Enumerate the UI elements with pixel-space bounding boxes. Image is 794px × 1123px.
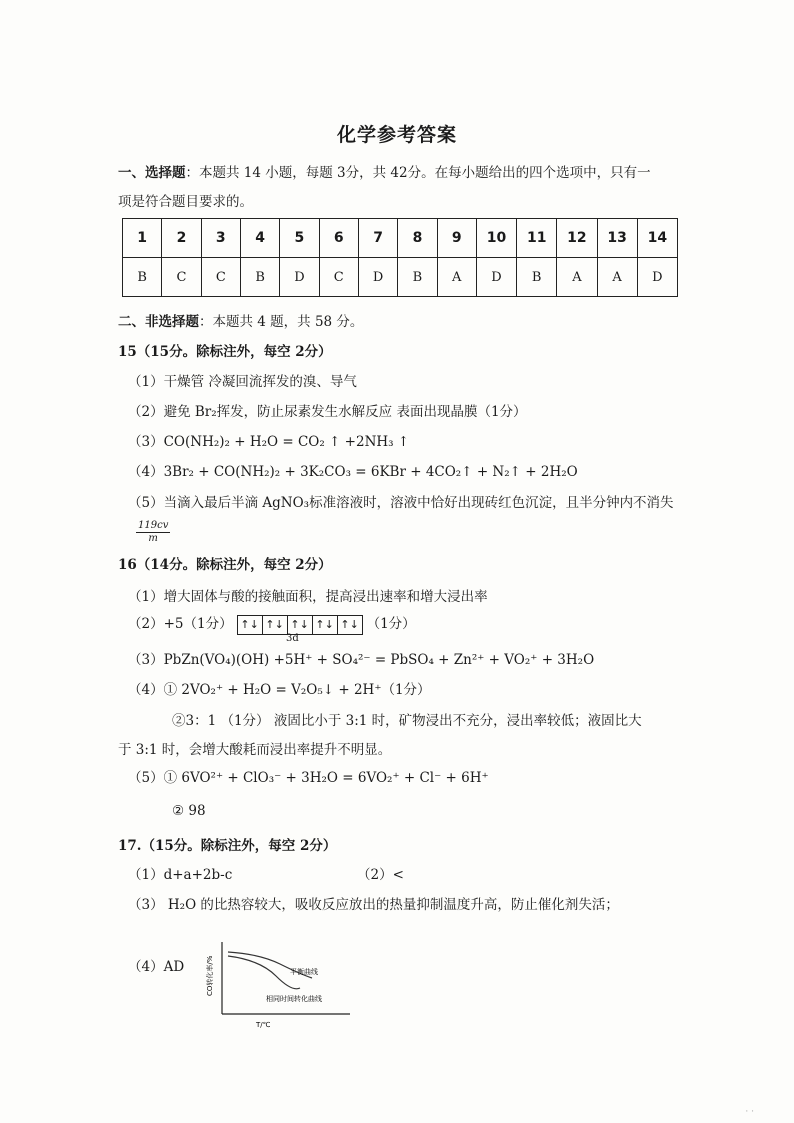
q15-answer-4: （4）3Br₂ + CO(NH₂)₂ + 3K₂CO₃ = 6KBr + 4CO₂↑ + N₂↑ + 2H₂O [128,464,578,480]
section1-desc-1: ：本题共 14 小题，每题 3分，共 42分。在每小题给出的四个选项中，只有一 [185,165,651,181]
q17-header: 17.（15分。除标注外，每空 2分） [118,838,337,854]
q17-answer-4: （4）AD [128,959,185,975]
question-number-cell: 7 [358,219,397,258]
orbital-box: ↑↓ [288,616,313,634]
answer-cell: B [517,258,557,297]
section1-desc-2: 项是符合题目要求的。 [118,194,253,210]
page-title: 化学参考答案 [336,124,457,146]
answer-cell: D [280,258,319,297]
orbital-diagram [237,615,363,635]
chart-xlabel: T/℃ [256,1021,271,1029]
fraction-denominator: m [148,533,158,544]
section2-label: 二、非选择题 [118,314,199,330]
q16-answer-2-prefix: （2）+5（1分） [128,616,233,632]
q16-header: 16（14分。除标注外，每空 2分） [118,557,332,573]
orbital-box: ↑↓ [263,616,288,634]
section1-intro [118,163,651,183]
section2-intro [118,312,363,332]
answer-cell: B [398,258,437,297]
q15-header: 15（15分。除标注外，每空 2分） [118,344,332,360]
answer-table-number-row [123,219,678,258]
question-number-cell: 12 [557,219,597,258]
fraction-numerator: 119cv [138,520,169,531]
q15-fraction [136,520,170,545]
q17-answer-1: （1）d+a+2b-c [128,867,233,883]
question-number-cell: 13 [597,219,637,258]
q16-answer-4-2: ②3：1 （1分） 液固比小于 3:1 时，矿物浸出不充分，浸出率较低；液固比大 [172,713,642,729]
section1-label: 一、选择题 [118,165,186,181]
q16-answer-3: （3）PbZn(VO₄)(OH) +5H⁺ + SO₄²⁻ = PbSO₄ + Zn²⁺ + VO₂⁺ + 3H₂O [128,652,595,668]
q16-answer-2-suffix: （1分） [366,616,416,632]
q15-answer-1: （1）干燥管 冷凝回流挥发的溴、导气 [128,374,357,390]
question-number-cell: 1 [123,219,162,258]
question-number-cell: 3 [201,219,240,258]
question-number-cell: 10 [476,219,516,258]
answer-cell: D [476,258,516,297]
question-number-cell: 6 [319,219,358,258]
q15-answer-3: （3）CO(NH₂)₂ + H₂O = CO₂ ↑ +2NH₃ ↑ [128,434,410,450]
answer-cell: C [162,258,201,297]
answer-table [122,218,678,297]
answer-cell: A [437,258,476,297]
question-number-cell: 14 [637,219,677,258]
conversion-chart [200,938,360,1033]
q16-answer-2 [128,614,416,635]
answer-cell: A [557,258,597,297]
chart-curve1-label: 平衡曲线 [290,968,318,976]
answer-cell: D [637,258,677,297]
orbital-box: ↑↓ [238,616,263,634]
orbital-box: ↑↓ [313,616,338,634]
q16-answer-5-1: （5）① 6VO²⁺ + ClO₃⁻ + 3H₂O = 6VO₂⁺ + Cl⁻ + 6H⁺ [128,770,489,786]
question-number-cell: 5 [280,219,319,258]
question-number-cell: 2 [162,219,201,258]
question-number-cell: 11 [517,219,557,258]
answer-table-answer-row [123,258,678,297]
q15-answer-2: （2）避免 Br₂挥发，防止尿素发生水解反应 表面出现晶膜（1分） [128,404,527,420]
answer-cell: B [240,258,279,297]
question-number-cell: 8 [398,219,437,258]
answer-cell: A [597,258,637,297]
answer-cell: B [123,258,162,297]
q17-answer-2: （2）< [357,867,404,883]
answer-cell: C [319,258,358,297]
answer-cell: C [201,258,240,297]
q15-answer-5: （5）当滴入最后半滴 AgNO₃标准溶液时，溶液中恰好出现砖红色沉淀，且半分钟内不消失 [128,495,674,511]
q16-answer-4-3: 于 3:1 时，会增大酸耗而浸出率提升不明显。 [118,742,392,758]
question-number-cell: 9 [437,219,476,258]
q16-answer-5-2: ② 98 [172,803,206,819]
q16-answer-4-1: （4）① 2VO₂⁺ + H₂O = V₂O₅↓ + 2H⁺（1分） [128,682,431,698]
chart-curve2-label: 相同时间转化曲线 [266,995,322,1003]
chart-ylabel: CO转化率/% [206,955,214,996]
question-number-cell: 4 [240,219,279,258]
corner-mark: · · [745,1107,754,1117]
answer-cell: D [358,258,397,297]
q17-answer-3: （3） H₂O 的比热容较大，吸收反应放出的热量抑制温度升高，防止催化剂失活； [128,897,619,913]
orbital-box: ↑↓ [340,617,359,631]
orbital-label: 3d [286,633,299,644]
section2-desc: ：本题共 4 题，共 58 分。 [199,314,364,330]
q16-answer-1: （1）增大固体与酸的接触面积，提高浸出速率和增大浸出率 [128,589,488,605]
